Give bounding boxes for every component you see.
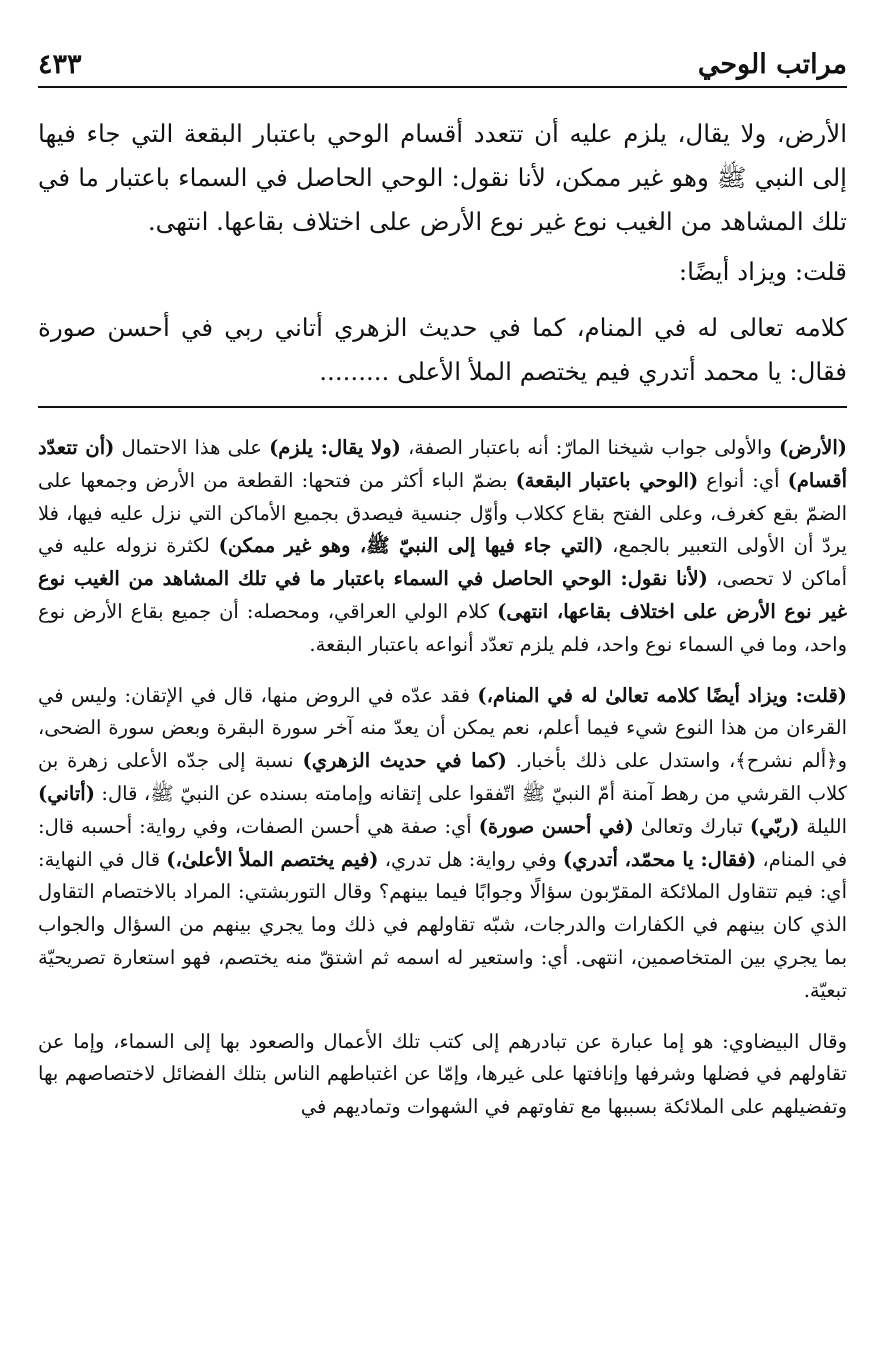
commentary-segment: وفي رواية: هل تدري،: [378, 847, 563, 871]
page-number: ٤٣٣: [38, 49, 82, 80]
main-paragraph-3: [38, 306, 847, 394]
quoted-lemma: (ربّي): [749, 814, 800, 838]
header-rule: [38, 86, 847, 88]
quoted-lemma: (الأرض): [779, 436, 847, 459]
ellipsis-dots: .........: [319, 357, 390, 386]
commentary-segment: فقد عدّه في الروض منها، قال في الإتقان: وليس في القرءان من هذا النوع شيء فيما أعلم، نعم يمكن أن يعدّ منه آخر سورة البقرة وبعض سورة الضحى، و﴿ألم نشرح﴾، واستدل على ذلك بأخبار.: [38, 683, 847, 773]
page-header: [38, 38, 847, 86]
commentary-paragraph-1: [38, 432, 847, 662]
commentary-divider: [38, 406, 847, 408]
running-title: مراتب الوحي: [697, 49, 847, 80]
commentary-segment: والأولى جواب شيخنا المارّ: أنه باعتبار الصفة،: [400, 436, 780, 459]
quoted-lemma: (كما في حديث الزهري): [302, 749, 507, 773]
quoted-lemma: (فقال: يا محمّد، أتدري): [562, 847, 757, 871]
quoted-lemma: (لأنا نقول: الوحي الحاصل في السماء باعتبار ما في تلك المشاهد من الغيب نوع غير نوع الأرض على اختلاف بقاعها، انتهى): [38, 567, 847, 623]
main-text: [38, 112, 847, 394]
main-paragraph-1: الأرض، ولا يقال، يلزم عليه أن تتعدد أقسام الوحي باعتبار البقعة التي جاء فيها إلى النبي ﷺ وهو غير ممكن، لأنا نقول: الوحي الحاصل في السماء باعتبار ما في تلك المشاهد من الغيب نوع غير نوع الأرض على اختلاف بقاعها. انتهى.: [38, 119, 847, 236]
commentary-paragraph-2: [38, 680, 847, 1008]
commentary-segment: بضمّ الباء أكثر من فتحها: القطعة من الأرض وجمعها على الضمّ بقع كغرف، وعلى الفتح بقاع ككلاب وأوّل جنسية فيصدق بجميع الأماكن التي نزل عليه فيها، فلا يردّ أن الأولى التعبير بالجمع،: [38, 468, 847, 558]
quoted-lemma: (فيم يختصم الملأ الأعلىٰ،): [166, 847, 379, 871]
quoted-lemma: (أن تتعدّد أقسام): [38, 436, 847, 492]
commentary-segment: على هذا الاحتمال: [114, 436, 270, 459]
commentary-paragraph-3: [38, 1026, 847, 1124]
commentary-segment: نسبة إلى جدّه الأعلى زهرة بن كلاب القرشي من رهط آمنة أمّ النبيّ ﷺ اتّفقوا على إتقانه وإمامته بسنده عن النبيّ ﷺ، قال:: [38, 749, 847, 805]
main-paragraph-3-text: كلامه تعالى له في المنام، كما في حديث الزهري أتاني ربي في أحسن صورة فقال: يا محمد أتدري فيم يختصم الملأ الأعلى: [38, 313, 847, 386]
quoted-lemma: (الوحي باعتبار البقعة): [515, 468, 699, 492]
main-paragraph-2: قلت: ويزاد أيضًا:: [678, 257, 847, 286]
commentary-text: [38, 432, 847, 1124]
quoted-lemma: (قلت: ويزاد أيضًا كلامه تعالىٰ له في المنام،): [477, 683, 848, 707]
quoted-lemma: (في أحسن صورة): [478, 814, 634, 838]
commentary-segment: وقال البيضاوي: هو إما عبارة عن تبادرهم إلى كتب تلك الأعمال والصعود بها إلى السماء، وإما عن تقاولهم في فضلها وشرفها وإنافتها على غيرها، وإمّا عن اغتباطهم الناس بتلك الفضائل لاختصاصهم بها وتفضيلهم على الملائكة بسببها مع تفاوتهم في الشهوات وتماديهم في: [38, 1029, 847, 1119]
commentary-segment: لكثرة نزوله عليه في أماكن لا تحصى،: [38, 534, 847, 591]
commentary-segment: الليلة: [799, 814, 847, 838]
quoted-lemma: (أتاني): [38, 781, 95, 805]
quoted-lemma: (ولا يقال: يلزم): [269, 436, 401, 459]
quoted-lemma: (التي جاء فيها إلى النبيّ ﷺ، وهو غير ممكن): [218, 534, 604, 558]
commentary-segment: أي: صفة هي أحسن الصفات، وفي رواية: أحسبه قال: في المنام،: [38, 814, 848, 871]
commentary-segment: تبارك وتعالىٰ: [633, 814, 750, 838]
commentary-segment: أي: أنواع: [698, 468, 788, 492]
commentary-segment: كلام الولي العراقي، ومحصله: أن جميع بقاع الأرض نوع واحد، وما في السماء نوع واحد، فلم يلزم تعدّد أنواعه باعتبار البقعة.: [38, 599, 847, 656]
commentary-segment: قال في النهاية: أي: فيم تتقاول الملائكة المقرّبون سؤالًا وجوابًا فيما بينهم؟ وقال التوربشتي: المراد بالاختصام التقاول الذي كان بينهم في الكفارات والدرجات، شبّه تقاولهم في ذلك وما يجري بينهم من السؤال والجواب بما يجري بين المتخاصمين، انتهى. أي: واستعير له اسمه ثم اشتقّ منه يختصم، فهو استعارة تصريحيّة تبعيّة.: [38, 847, 847, 1002]
